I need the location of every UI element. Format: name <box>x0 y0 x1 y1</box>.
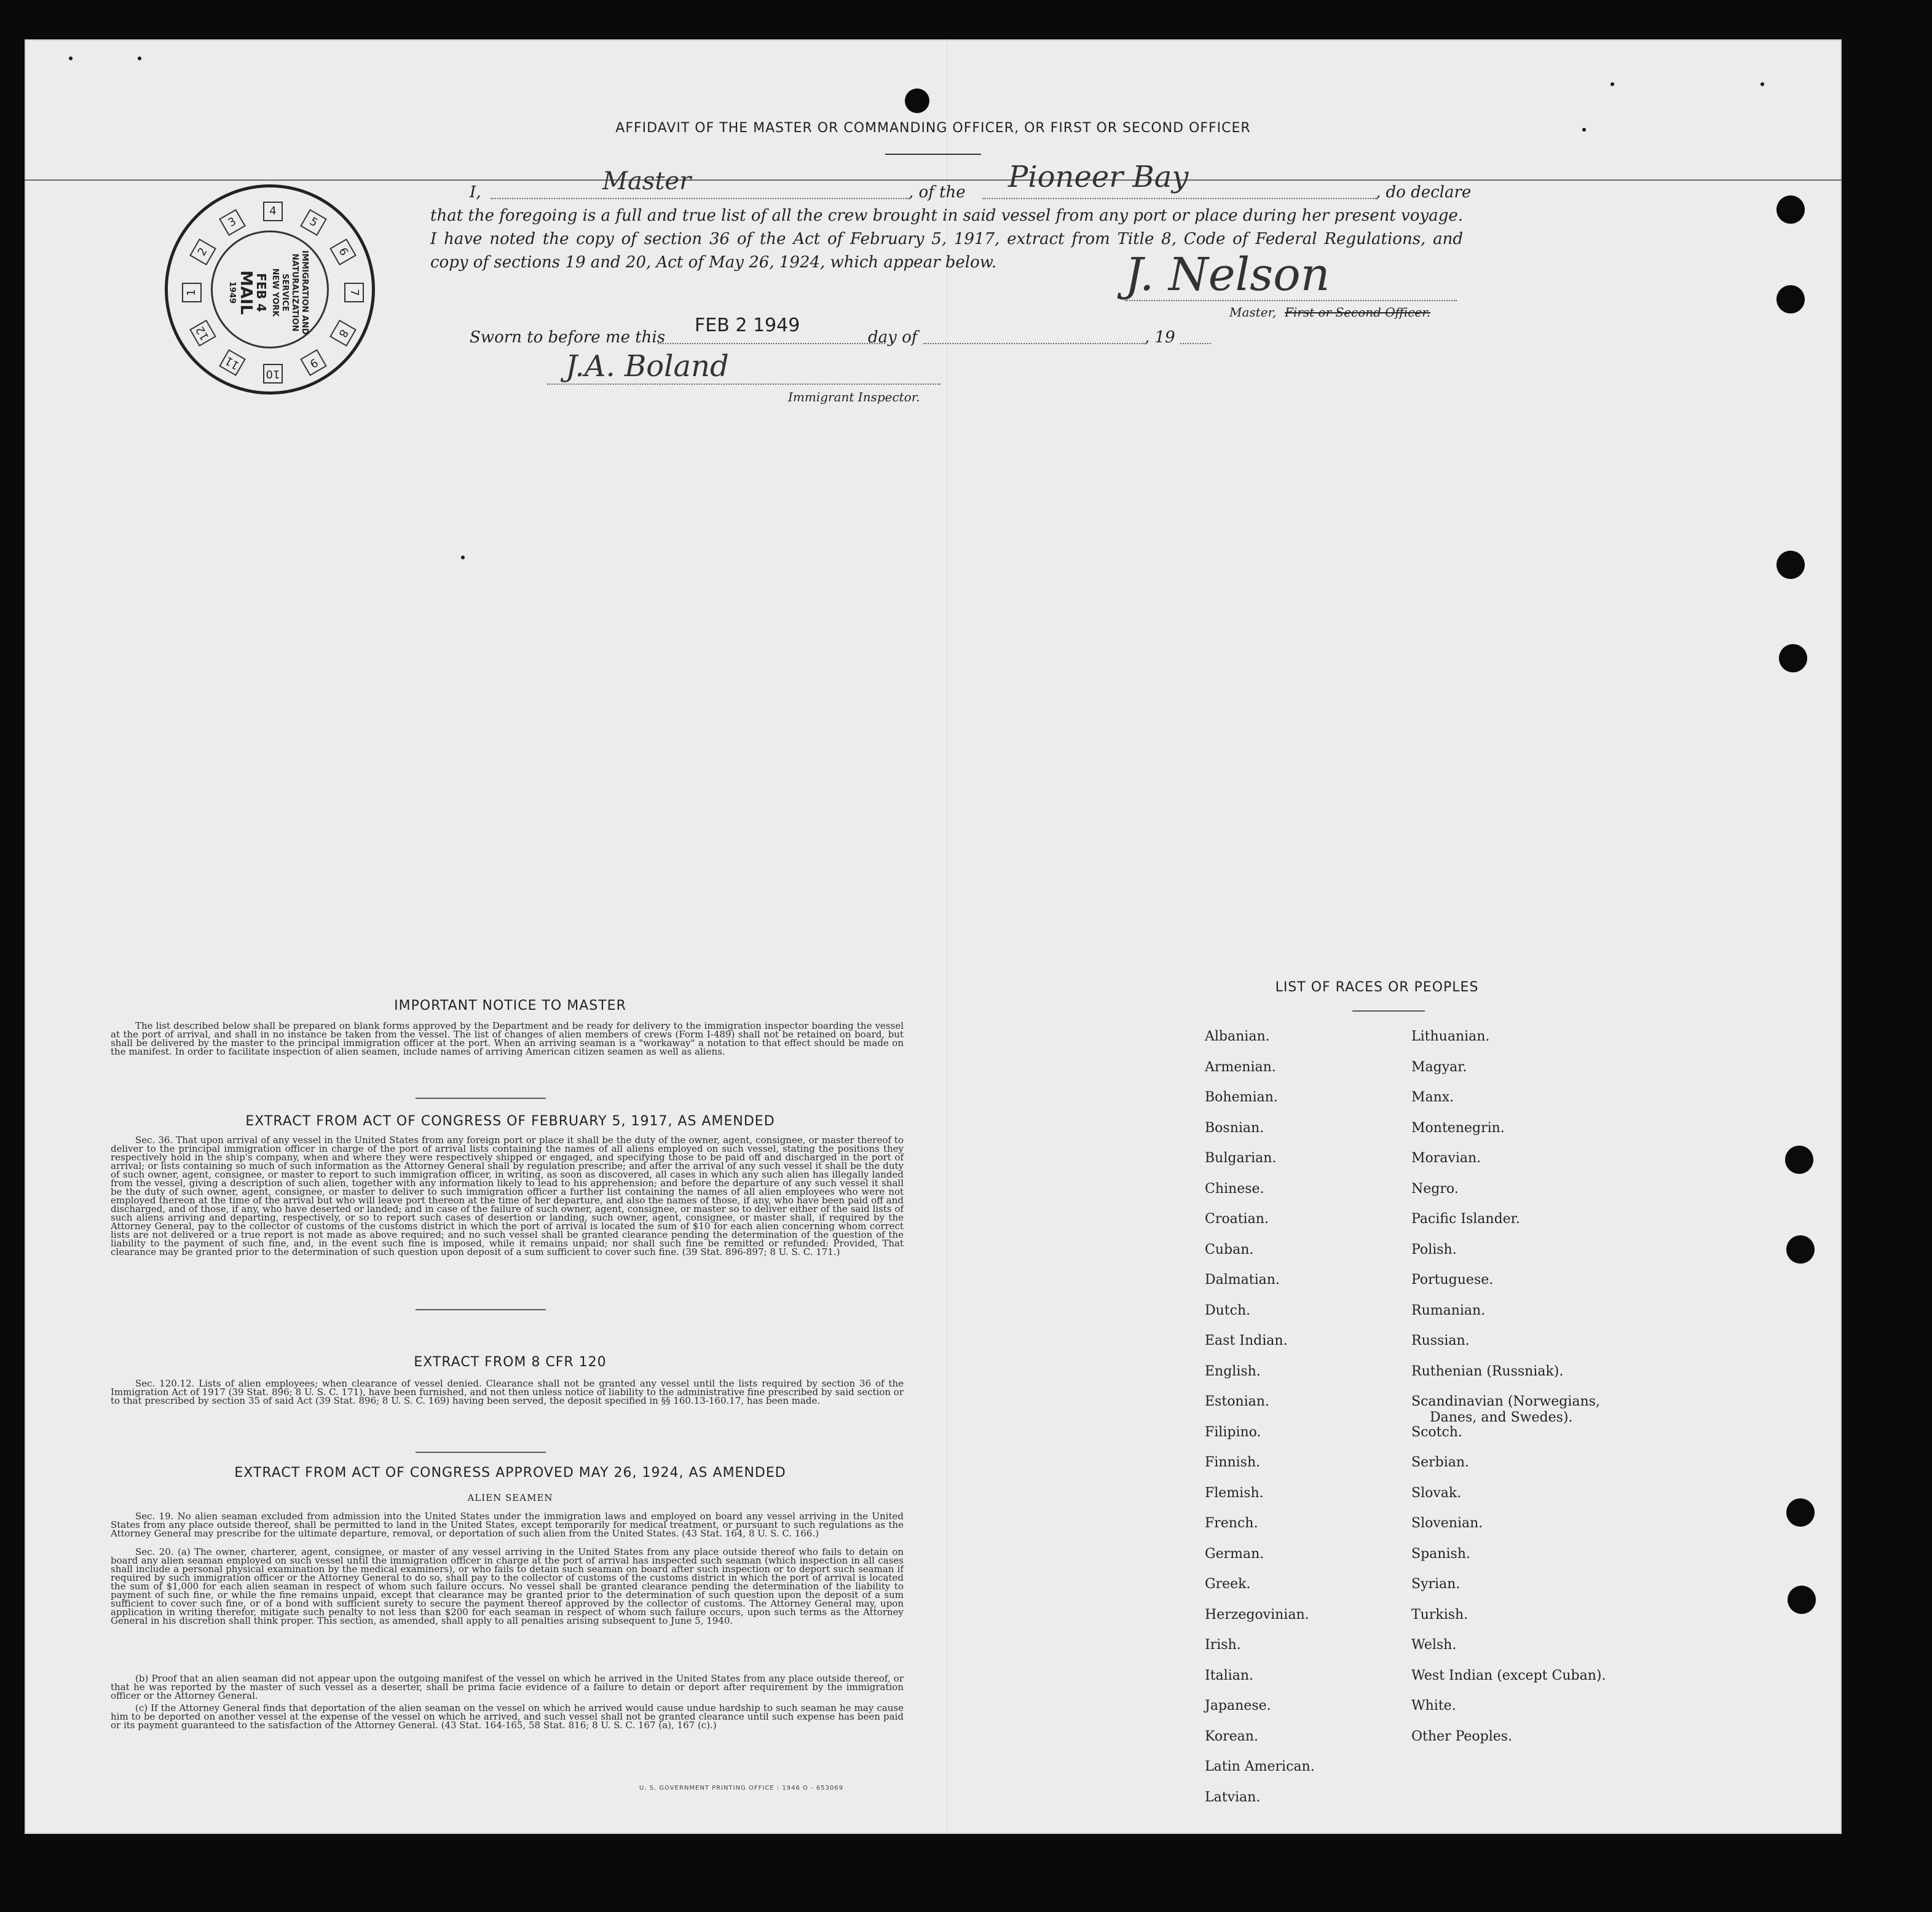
punch-hole <box>1788 1586 1816 1614</box>
race-item: Slovenian. <box>1411 1516 1483 1531</box>
punch-hole <box>1786 1235 1815 1264</box>
inspector-label: Immigrant Inspector. <box>788 390 920 404</box>
race-item: Magyar. <box>1411 1059 1467 1075</box>
race-item: Greek. <box>1205 1576 1251 1592</box>
affidavit-line-3: I have noted the copy of section 36 of the Act of February 5, 1917, extract from Title 8, Code of Federal Regulations, and <box>430 230 1463 248</box>
race-item: English. <box>1205 1363 1261 1379</box>
sec20c-text: (c) If the Attorney General finds that deportation of the alien seaman on the vessel on which he arrived would cause undue hardship to such seaman he may cause him to be deported on another vessel at the expense of the vessel on which he arrived, and such vessel shall not be granted clearance until such expense has been paid or its payment guaranteed to the satisfaction of the Attorney General. (43 Stat. 164-165, 58 Stat. 816; 8 U. S. C. 167 (a), 167 (c).) <box>111 1702 904 1731</box>
race-item: Latin American. <box>1205 1759 1315 1774</box>
punch-hole <box>1776 551 1805 579</box>
punch-hole <box>1776 195 1805 224</box>
race-item: Finnish. <box>1205 1455 1261 1470</box>
punch-hole <box>1786 1498 1815 1527</box>
stamp-hour: 11 <box>219 349 246 376</box>
race-item: Estonian. <box>1205 1394 1269 1409</box>
sec20a-text: Sec. 20. (a) The owner, charterer, agent, consignee, or master of any vessel arriving in the United States from any place outside thereof who fails to detain on board any alien seaman employed on such vessel until the immigration officer in charge at the port of arrival has inspected such seaman (which inspection in all cases shall include a personal physical examination by the medical examiners), or who fails to detain such seaman on board after such inspection or to deport such seaman if required by such immigration officer or the Attorney General to do so, shall pay to the collector of customs of the customs district in which the port of arrival is located the sum of $1,000 for each alien seaman in respect of whom such failure occurs. No vessel shall be granted clearance pending the determination of the liability to payment of such fine, or while the fine remains unpaid, except that clearance may be granted prior to the determination of such question upon the deposit of a sum sufficient to cover such fine, or of a bond with sufficient surety to secure the payment thereof approved by the collector of customs. The Attorney General may, upon application in writing therefor, mitigate such penalty to not less than $200 for each seaman in respect of whom such failure occurs, upon such terms as the Attorney General in his discretion shall think proper. This section, as amended, shall apply to all penalties arising subsequent to June 5, 1940. <box>111 1546 904 1626</box>
stamp-mail: MAIL <box>237 270 255 315</box>
stamp-hour: 1 <box>182 283 202 302</box>
stamp-line-1: IMMIGRATION AND <box>300 250 309 335</box>
master-signature: J. Nelson <box>1125 248 1330 301</box>
stamp-line-2: NATURALIZATION <box>290 253 299 332</box>
year-prefix: , 19 <box>1145 328 1175 347</box>
race-item: Bulgarian. <box>1205 1151 1277 1166</box>
race-item: Welsh. <box>1411 1637 1457 1653</box>
race-item: Other Peoples. <box>1411 1728 1513 1744</box>
race-item: Japanese. <box>1205 1698 1271 1713</box>
race-item: Portuguese. <box>1411 1272 1494 1288</box>
separator-rule <box>416 1452 546 1453</box>
race-item: Rumanian. <box>1411 1302 1486 1318</box>
sec20b-text: (b) Proof that an alien seaman did not appear upon the outgoing manifest of the vessel on which he arrived in the United States from any place outside thereof, or that he was reported by the master of such vessel as a deserter, shall be prima facie evidence of a failure to detain or deport after requirement by the immigration officer or the Attorney General. <box>111 1673 904 1701</box>
stamp-hour: 9 <box>300 349 327 376</box>
race-item: Scandinavian (Norwegians, <box>1411 1394 1600 1409</box>
race-item: Montenegrin. <box>1411 1120 1505 1136</box>
rank-line <box>491 198 909 199</box>
extract-1917-text: Sec. 36. That upon arrival of any vessel in the United States from any foreign port or place it shall be the duty of the owner, agent, consignee, or master thereof to deliver to the principal immigration officer in charge of the port of arrival lists containing the names of all aliens employed on such vessel, stating the positions they respectively hold in the ship's company, when and where they were respectively shipped or engaged, and specifying those to be paid off and discharged in the port of arrival; or lists containing so much of such information as the Attorney General shall by regulation prescribe; and after the arrival of any such vessel it shall be the duty of such owner, agent, consignee, or master to report to such immigration officer, in writing, as soon as discovered, all cases in which any such alien has illegally landed from the vessel, giving a description of such alien, together with any information likely to lead to his apprehension; and before the departure of any such vessel it shall be the duty of such owner, agent, consignee, or master to deliver to such immigration officer a further list containing the names of all alien employees who were not employed thereon at the time of the arrival but who will leave port thereon at the time of her departure, and also the names of those, if any, who have been paid off and discharged, and of those, if any, who have deserted or landed; and in case of the failure of such owner, agent, consignee, or master so to deliver either of the said lists of such aliens arriving and departing, respectively, or so to report such cases of desertion or landing, such owner, agent, consignee, or master shall, if required by the Attorney General, pay to the collector of customs of the customs district in which the port of arrival is located the sum of $10 for each alien concerning whom correct lists are not delivered or a true report is not made as above required; and no such vessel shall be granted clearance pending the determination of the question of the liability to the payment of such fine, and, in the event such fine is imposed, while it remains unpaid; nor shall such fine be remitted or refunded: Provided, That clearance may be granted prior to the determination of such question upon deposit of a sum sufficient to cover such fine. (39 Stat. 896-897; 8 U. S. C. 171.) <box>111 1135 904 1257</box>
punch-hole <box>905 89 929 113</box>
race-item: Lithuanian. <box>1411 1029 1490 1044</box>
race-item: Irish. <box>1205 1637 1241 1653</box>
race-item: Dutch. <box>1205 1302 1251 1318</box>
race-item: Serbian. <box>1411 1455 1470 1470</box>
do-declare-label: , do declare <box>1376 183 1472 202</box>
race-item: Danes, and Swedes). <box>1430 1410 1573 1425</box>
sworn-date-line <box>658 343 885 344</box>
race-item: Bosnian. <box>1205 1120 1264 1136</box>
notice-text: The list described below shall be prepared on blank forms approved by the Department and be ready for delivery to the immigration inspector boarding the vessel at the port of arrival, and shall in no instance be taken from the vessel. The list of changes of alien members of crews (Form I-489) shall not be retained on board, but shall be delivered by the master to the principal immigration officer at the port. When an arriving seaman is a "workaway" a notation to that effect should be made on the manifest. In order to facilitate inspection of alien seamen, include names of arriving American citizen seamen as well as aliens. <box>111 1020 904 1057</box>
year-line <box>1180 343 1211 344</box>
punch-hole <box>1779 644 1807 672</box>
stamp-hour: 5 <box>300 209 327 236</box>
stamp-hour: 3 <box>219 209 246 236</box>
rank-handwriting: Master <box>602 167 692 195</box>
race-item: Slovak. <box>1411 1485 1462 1501</box>
race-item: White. <box>1411 1698 1456 1713</box>
race-item: Latvian. <box>1205 1789 1261 1805</box>
dust-speck <box>1611 82 1614 86</box>
race-item: Korean. <box>1205 1728 1258 1744</box>
stamp-hour: 2 <box>189 238 216 266</box>
race-item: Negro. <box>1411 1181 1459 1197</box>
race-item: French. <box>1205 1516 1258 1531</box>
stamp-hour: 8 <box>329 320 357 347</box>
dust-speck <box>1582 128 1586 132</box>
notice-title: IMPORTANT NOTICE TO MASTER <box>394 998 626 1013</box>
stamp-hour: 10 <box>263 364 283 384</box>
race-item: Ruthenian (Russniak). <box>1411 1363 1564 1379</box>
races-title: LIST OF RACES OR PEOPLES <box>1275 980 1479 995</box>
dust-speck <box>138 57 141 60</box>
race-item: Polish. <box>1411 1241 1457 1257</box>
vessel-line <box>982 198 1376 199</box>
dust-speck <box>69 57 73 60</box>
race-item: Albanian. <box>1205 1029 1270 1044</box>
sworn-date-stamp: FEB 2 1949 <box>695 315 800 336</box>
sworn-label: Sworn to before me this <box>470 328 666 347</box>
stamp-text-block <box>168 187 378 398</box>
race-item: Russian. <box>1411 1333 1470 1348</box>
race-item: Moravian. <box>1411 1151 1481 1166</box>
affidavit-line-4: copy of sections 19 and 20, Act of May 26, 1924, which appear below. <box>430 253 997 272</box>
inspector-line <box>547 384 940 385</box>
affidavit-line-2: that the foregoing is a full and true list of all the crew brought in said vessel from any port or place during her present voyage. <box>430 207 1463 225</box>
punch-hole <box>1785 1146 1813 1174</box>
race-item: Pacific Islander. <box>1411 1211 1520 1227</box>
race-item: Croatian. <box>1205 1211 1269 1227</box>
race-item: German. <box>1205 1546 1264 1562</box>
punch-hole <box>1776 285 1805 313</box>
race-item: Flemish. <box>1205 1485 1264 1501</box>
separator-rule <box>416 1309 546 1310</box>
inspector-signature: J.A. Boland <box>566 349 729 384</box>
dust-speck <box>1760 82 1764 86</box>
races-title-rule <box>1352 1010 1425 1012</box>
extract-1917-title: EXTRACT FROM ACT OF CONGRESS OF FEBRUARY 5, 1917, AS AMENDED <box>245 1114 775 1129</box>
extract-1924-title: EXTRACT FROM ACT OF CONGRESS APPROVED MAY 26, 1924, AS AMENDED <box>234 1465 786 1481</box>
stamp-line-3: SERVICE <box>280 273 290 312</box>
stamp-hour: 7 <box>344 283 364 302</box>
race-item: Scotch. <box>1411 1424 1462 1440</box>
of-the-label: , of the <box>909 183 966 202</box>
stamp-hour: 12 <box>189 320 216 347</box>
stamp-date: FEB 4 <box>254 273 269 312</box>
race-item: Spanish. <box>1411 1546 1470 1562</box>
dust-speck <box>461 556 465 559</box>
top-rule <box>25 179 1842 181</box>
separator-rule <box>416 1098 546 1099</box>
race-item: East Indian. <box>1205 1333 1288 1348</box>
stamp-line-4: NEW YORK <box>270 268 280 317</box>
extract-cfr-title: EXTRACT FROM 8 CFR 120 <box>414 1355 607 1370</box>
race-item: Cuban. <box>1205 1241 1254 1257</box>
affidavit-heading: AFFIDAVIT OF THE MASTER OR COMMANDING OFFICER, OR FIRST OR SECOND OFFICER <box>615 120 1251 136</box>
race-item: Filipino. <box>1205 1424 1261 1440</box>
race-item: Chinese. <box>1205 1181 1264 1197</box>
race-item: Dalmatian. <box>1205 1272 1280 1288</box>
sec19-text: Sec. 19. No alien seaman excluded from admission into the United States under the immigration laws and employed on board any vessel arriving in the United States from any place outside thereof, shall be permitted to land in the United States, except temporarily for medical treatment, or pursuant to such regulations as the Attorney General may prescribe for the ultimate departure, removal, or deportation of such alien from the United States. (43 Stat. 164, 8 U. S. C. 166.) <box>111 1511 904 1539</box>
race-item: Bohemian. <box>1205 1090 1278 1105</box>
officer-label-struck: First or Second Officer. <box>1285 305 1430 320</box>
stamp-year: 1949 <box>227 281 237 304</box>
i-label: I, <box>470 183 481 202</box>
vessel-handwriting: Pioneer Bay <box>1008 160 1189 194</box>
heading-underline <box>885 154 981 155</box>
month-line <box>923 343 1145 344</box>
alien-seamen-subtitle: ALIEN SEAMEN <box>467 1492 553 1503</box>
master-label: Master, <box>1229 305 1277 320</box>
race-item: Syrian. <box>1411 1576 1461 1592</box>
race-item: Armenian. <box>1205 1059 1276 1075</box>
race-item: Italian. <box>1205 1667 1253 1683</box>
stamp-hour: 6 <box>329 238 357 266</box>
race-item: Turkish. <box>1411 1607 1469 1623</box>
extract-cfr-text: Sec. 120.12. Lists of alien employees; when clearance of vessel denied. Clearance shall not be granted any vessel until the lists required by section 36 of the Immigration Act of 1917 (39 Stat. 896; 8 U. S. C. 171), have been furnished, and not then unless notice of liability to the administrative fine prescribed by said section or to that prescribed by section 35 of said Act (39 Stat. 896; 8 U. S. C. 169) having been served, the deposit specified in §§ 160.13-160.17, has been made. <box>111 1378 904 1406</box>
immigration-mail-stamp <box>165 184 375 395</box>
stamp-hour: 4 <box>263 202 283 221</box>
race-item: Manx. <box>1411 1090 1454 1105</box>
printer-imprint: U. S. GOVERNMENT PRINTING OFFICE : 1946 O - 653069 <box>639 1785 843 1792</box>
day-of-label: day of <box>868 328 918 347</box>
race-item: West Indian (except Cuban). <box>1411 1667 1606 1683</box>
race-item: Herzegovinian. <box>1205 1607 1309 1623</box>
